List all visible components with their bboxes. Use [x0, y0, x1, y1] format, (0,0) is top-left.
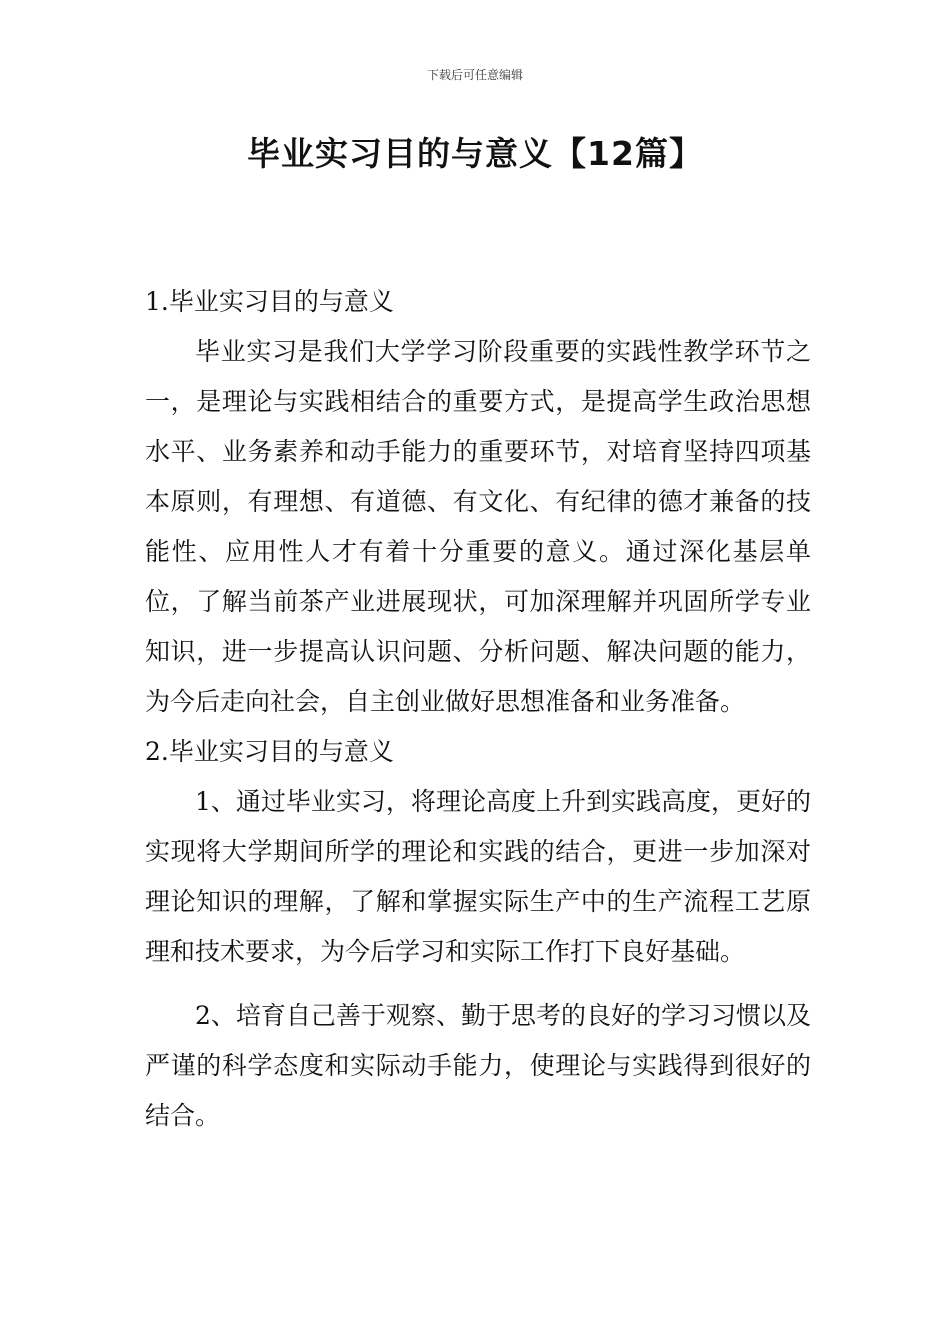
section-2-paragraph-1: 1、通过毕业实习，将理论高度上升到实践高度，更好的实现将大学期间所学的理论和实践的结合，更进一步加深对理论知识的理解，了解和掌握实际生产中的生产流程工艺原理和技术要求，为今后学习和实际工作打下良好基础。: [145, 787, 811, 966]
section-heading-1: 1.毕业实习目的与意义: [145, 287, 394, 316]
document-body: [145, 277, 811, 1141]
header-note: 下载后可任意编辑: [426, 68, 523, 82]
section-heading-2: 2.毕业实习目的与意义: [145, 737, 394, 766]
section-2-paragraph-2: 2、培育自己善于观察、勤于思考的良好的学习习惯以及严谨的科学态度和实际动手能力，使理论与实践得到很好的结合。: [145, 1001, 811, 1130]
document-title: 毕业实习目的与意义【12篇】: [247, 134, 703, 173]
section-1-paragraph-1: 毕业实习是我们大学学习阶段重要的实践性教学环节之一，是理论与实践相结合的重要方式，是提高学生政治思想水平、业务素养和动手能力的重要环节，对培育坚持四项基本原则，有理想、有道德、有文化、有纪律的德才兼备的技能性、应用性人才有着十分重要的意义。通过深化基层单位，了解当前茶产业进展现状，可加深理解并巩固所学专业知识，进一步提高认识问题、分析问题、解决问题的能力，为今后走向社会，自主创业做好思想准备和业务准备。: [145, 337, 811, 716]
